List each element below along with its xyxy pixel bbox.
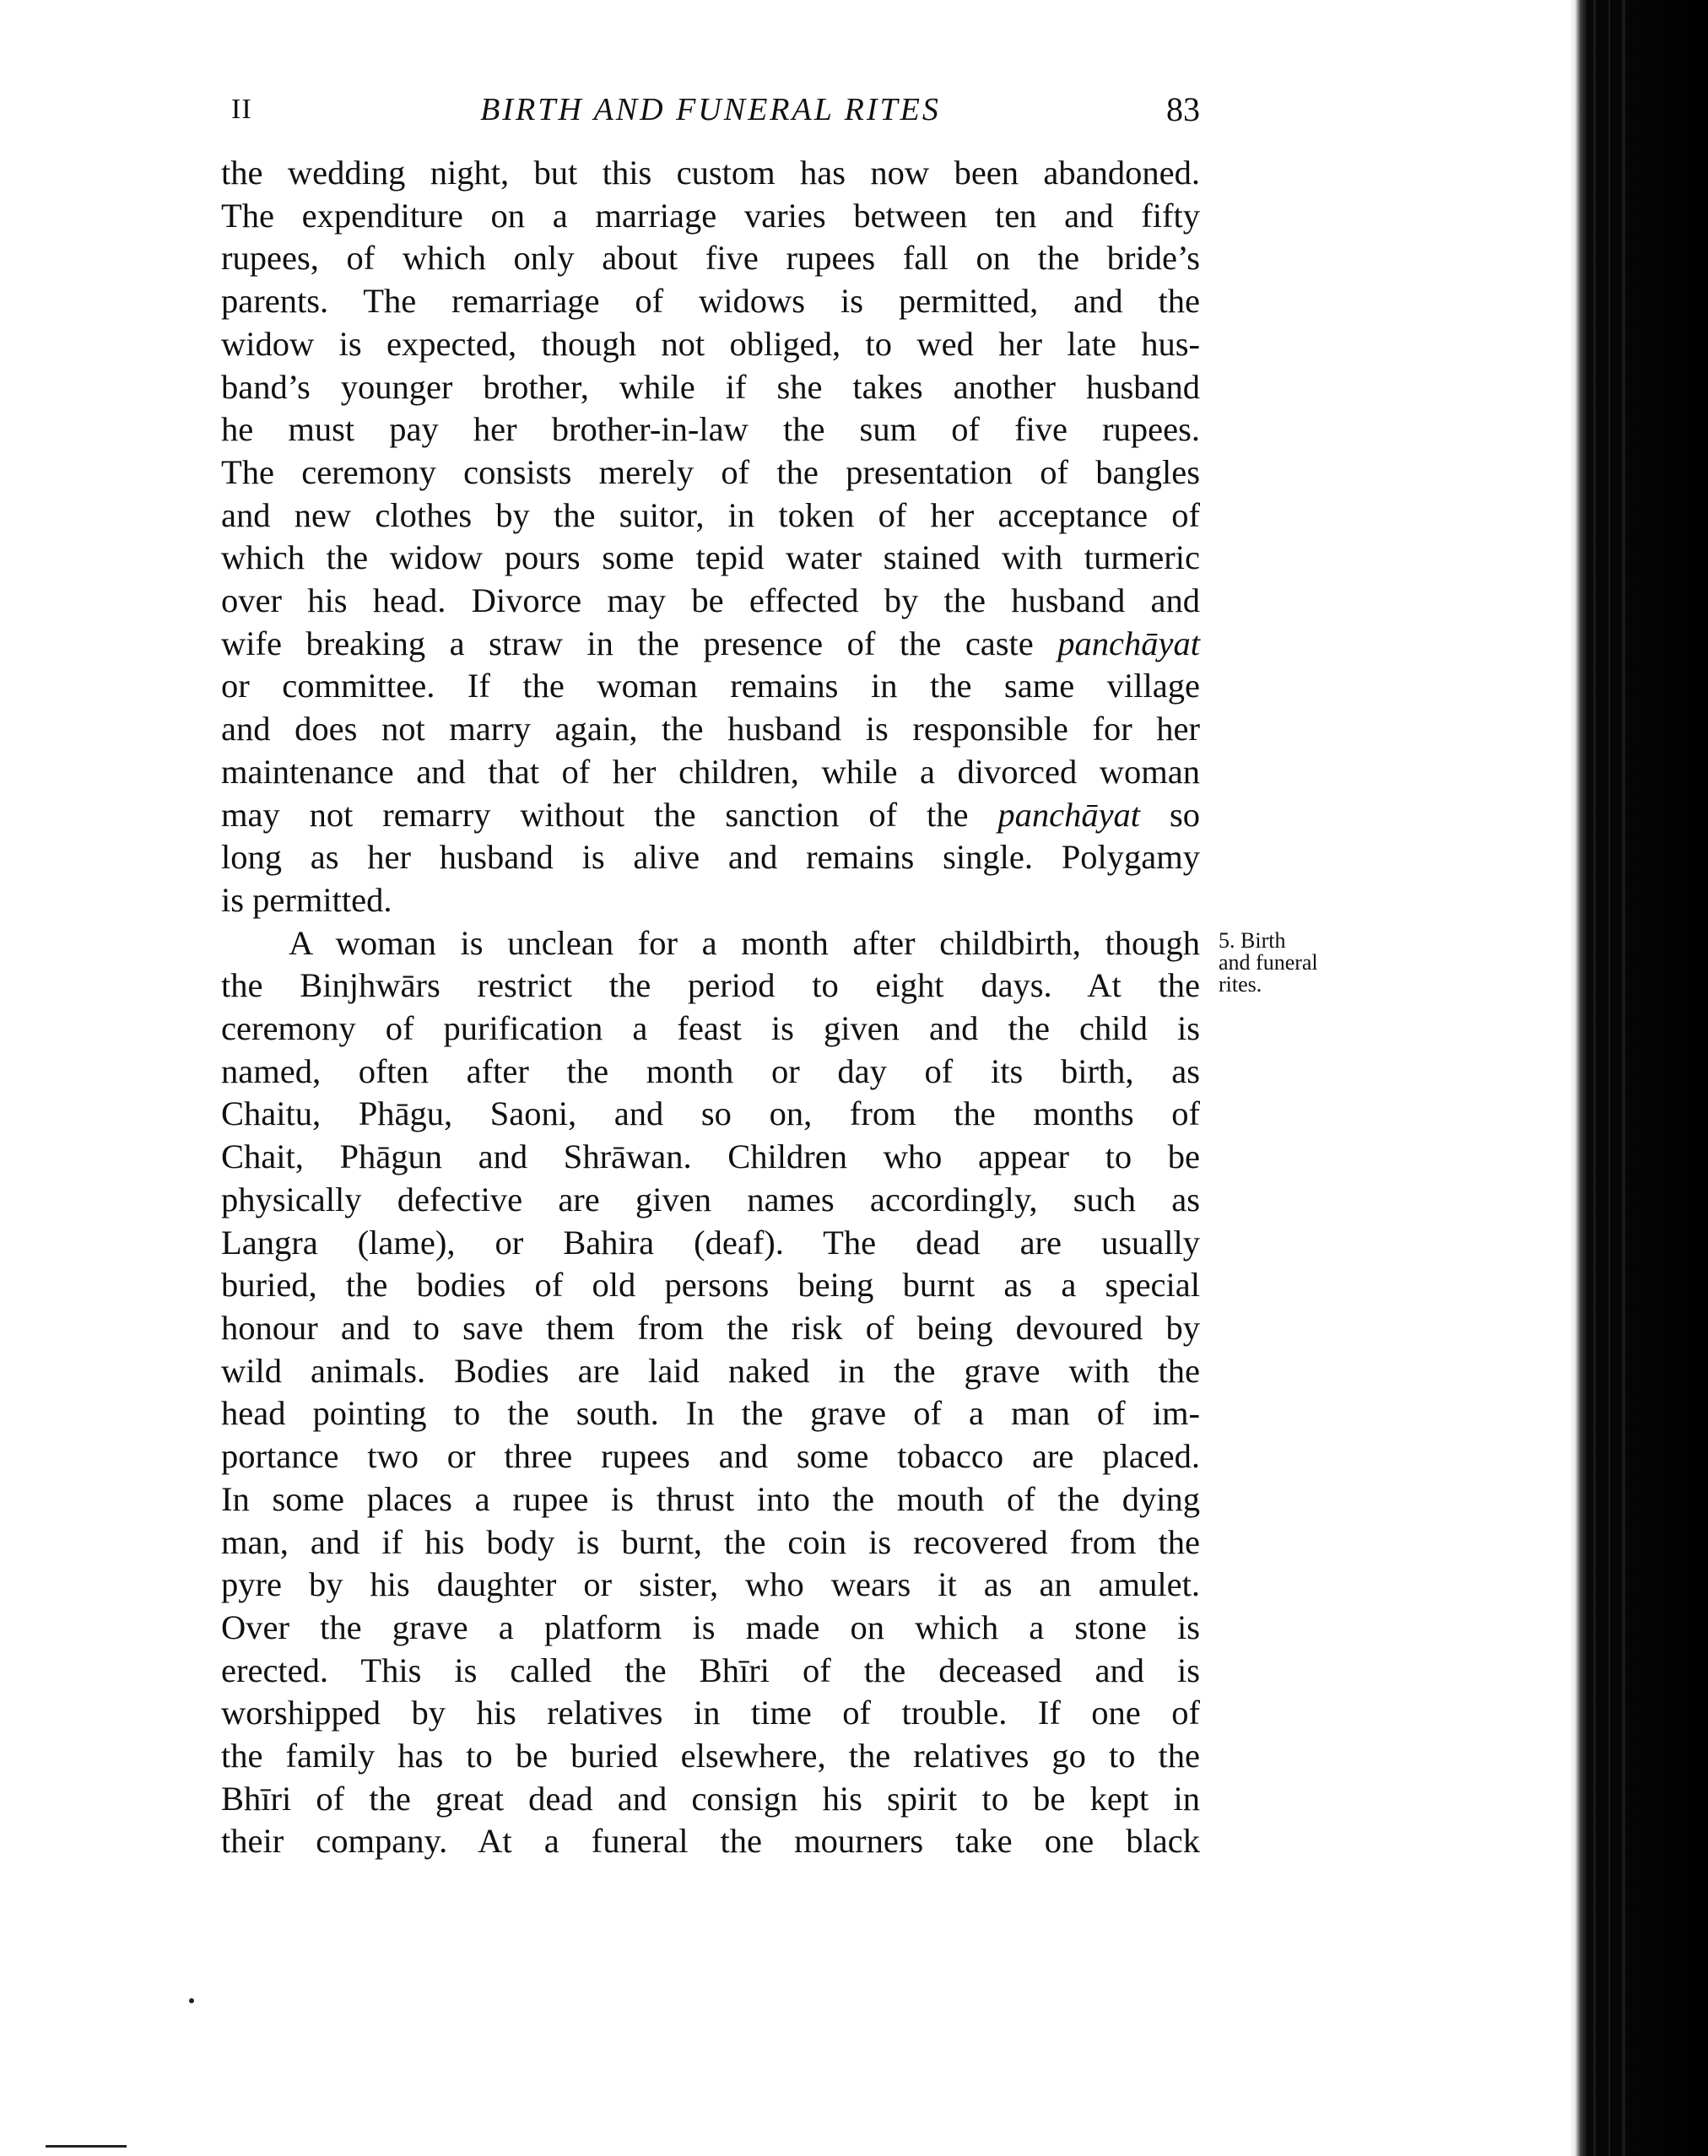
italic-term: panchāyat bbox=[997, 795, 1141, 834]
text-line: the Binjhwārs restrict the period to eight days. At the bbox=[221, 966, 1200, 1005]
running-title: BIRTH AND FUNERAL RITES bbox=[480, 92, 941, 127]
text-line: parents. The remarriage of widows is permitted, and the bbox=[221, 282, 1200, 321]
text-line: man, and if his body is burnt, the coin is recovered from the bbox=[221, 1522, 1200, 1561]
text-line: band’s younger brother, while if she takes another husband bbox=[221, 367, 1200, 406]
chapter-number: II bbox=[231, 94, 252, 125]
text-line: portance two or three rupees and some tobacco are placed. bbox=[221, 1437, 1200, 1476]
text-line: A woman is unclean for a month after childbirth, though bbox=[289, 923, 1200, 962]
text-line: which the widow pours some tepid water stained with turmeric bbox=[221, 538, 1200, 577]
text-line: honour and to save them from the risk of being devoured by bbox=[221, 1308, 1200, 1347]
text-line: Langra (lame), or Bahira (deaf). The dead are usually bbox=[221, 1223, 1200, 1262]
margin-sidenote bbox=[1219, 930, 1354, 996]
paragraph-marriage bbox=[221, 152, 1200, 922]
body-text bbox=[221, 152, 1200, 1863]
text-line: the wedding night, but this custom has now been abandoned. bbox=[221, 154, 1200, 192]
text-line: Chaitu, Phāgu, Saoni, and so on, from the months of bbox=[221, 1094, 1200, 1133]
sidenote-line: rites. bbox=[1219, 972, 1262, 997]
page-number: 83 bbox=[1166, 90, 1200, 128]
sidenote-line: and funeral bbox=[1219, 950, 1318, 975]
text-line: worshipped by his relatives in time of trouble. If one of bbox=[221, 1694, 1200, 1732]
scanned-page-edge bbox=[1570, 0, 1708, 2156]
text-line: is permitted. bbox=[221, 880, 392, 919]
text-line: the family has to be buried elsewhere, the relatives go to the bbox=[221, 1737, 1200, 1775]
italic-term: panchāyat bbox=[1057, 624, 1200, 662]
text-line: over his head. Divorce may be effected by the husband and bbox=[221, 581, 1200, 620]
text-line: wife breaking a straw in the presence of the caste panchāyat bbox=[221, 624, 1200, 662]
ink-speck bbox=[189, 1998, 194, 2003]
text-line: he must pay her brother-in-law the sum of five rupees. bbox=[221, 410, 1200, 449]
scan-streak bbox=[1593, 0, 1596, 2156]
text-line: erected. This is called the Bhīri of the deceased and is bbox=[221, 1651, 1200, 1689]
text-line: physically defective are given names accordingly, such as bbox=[221, 1180, 1200, 1218]
text-line: or committee. If the woman remains in the same village bbox=[221, 667, 1200, 705]
text-line: Over the grave a platform is made on which a stone is bbox=[221, 1608, 1200, 1646]
scan-streak bbox=[1608, 0, 1610, 2156]
text-line: buried, the bodies of old persons being burnt as a special bbox=[221, 1266, 1200, 1305]
text-line: Bhīri of the great dead and consign his spirit to be kept in bbox=[221, 1779, 1200, 1818]
text-line: ceremony of purification a feast is given and the child is bbox=[221, 1009, 1200, 1048]
running-head bbox=[221, 84, 1200, 135]
text-line: and does not marry again, the husband is responsible for her bbox=[221, 710, 1200, 748]
text-line: their company. At a funeral the mourners take one black bbox=[221, 1822, 1200, 1861]
text-line: and new clothes by the suitor, in token of her acceptance of bbox=[221, 495, 1200, 534]
text-line: The expenditure on a marriage varies between ten and fifty bbox=[221, 196, 1200, 235]
text-line: Chait, Phāgun and Shrāwan. Children who appear to be bbox=[221, 1137, 1200, 1176]
scan-streak bbox=[1622, 0, 1625, 2156]
text-line: may not remarry without the sanction of the panchāyat so bbox=[221, 795, 1201, 834]
text-line: widow is expected, though not obliged, to wed her late hus- bbox=[221, 324, 1200, 363]
text-line: rupees, of which only about five rupees fall on the bride’s bbox=[221, 239, 1200, 278]
footer-rule bbox=[46, 2145, 127, 2148]
text-line: head pointing to the south. In the grave of a man of im- bbox=[221, 1394, 1200, 1433]
sidenote-line: 5. Birth bbox=[1219, 928, 1286, 953]
text-line: In some places a rupee is thrust into the mouth of the dying bbox=[221, 1479, 1200, 1518]
paragraph-birth-funeral bbox=[221, 922, 1200, 1863]
text-line: maintenance and that of her children, while a divorced woman bbox=[221, 752, 1200, 791]
text-line: pyre by his daughter or sister, who wears it as an amulet. bbox=[221, 1565, 1200, 1604]
text-line: named, often after the month or day of its birth, as bbox=[221, 1051, 1200, 1090]
text-line: The ceremony consists merely of the presentation of bangles bbox=[221, 452, 1200, 491]
text-line: long as her husband is alive and remains single. Polygamy bbox=[221, 838, 1200, 877]
text-line: wild animals. Bodies are laid naked in the grave with the bbox=[221, 1351, 1200, 1390]
